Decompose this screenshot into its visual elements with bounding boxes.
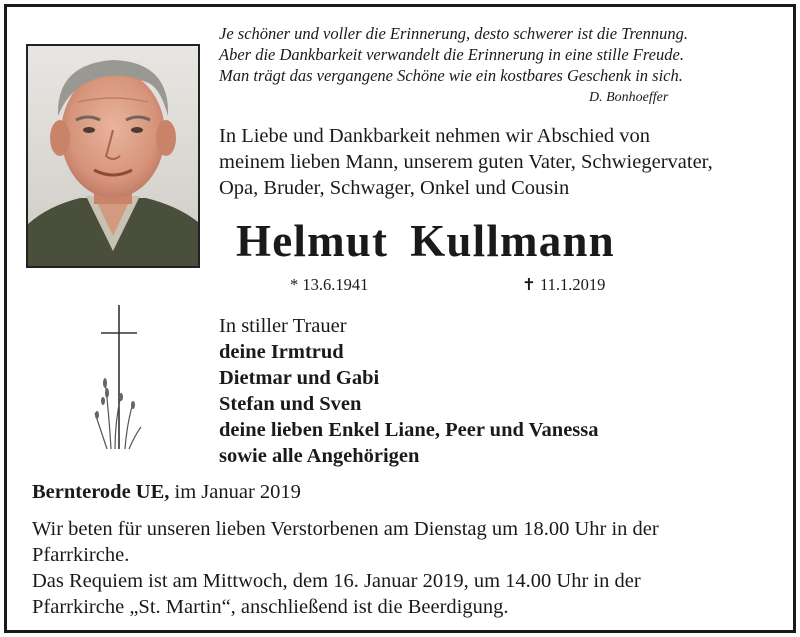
mourners-heading: In stiller Trauer: [219, 315, 347, 337]
farewell-line: Opa, Bruder, Schwager, Onkel und Cousin: [219, 177, 570, 199]
mourner-entry: Stefan und Sven: [219, 393, 362, 415]
first-name: Helmut: [236, 216, 389, 266]
obituary-notice: [4, 4, 796, 633]
quote-line: Man trägt das vergangene Schöne wie ein kostbares Geschenk in sich.: [219, 66, 683, 85]
mourner-entry: deine Irmtrud: [219, 341, 344, 363]
quote-line: Je schöner und voller die Erinnerung, desto schwerer ist die Trennung.: [219, 24, 688, 43]
mourner-entry: Dietmar und Gabi: [219, 367, 380, 389]
quote-line: Aber die Dankbarkeit verwandelt die Erinnerung in eine stille Freude.: [219, 45, 684, 64]
mourners-list: [219, 313, 779, 469]
farewell-text: [219, 123, 779, 201]
mourner-entry: sowie alle Angehörigen: [219, 445, 420, 467]
bonhoeffer-quote: [219, 23, 779, 105]
place-date: im Januar 2019: [174, 481, 301, 503]
last-name: Kullmann: [410, 216, 615, 266]
farewell-line: In Liebe und Dankbarkeit nehmen wir Abschied von: [219, 125, 650, 147]
birth-date: * 13.6.1941: [290, 275, 369, 294]
service-information: [32, 516, 772, 620]
quote-author: D. Bonhoeffer: [589, 90, 669, 105]
service-line: Das Requiem ist am Mittwoch, dem 16. Januar 2019, um 14.00 Uhr in der: [32, 570, 641, 592]
deceased-name: [236, 213, 615, 269]
service-line: Wir beten für unseren lieben Verstorbenen am Dienstag um 18.00 Uhr in der: [32, 518, 659, 540]
portrait-photo: [26, 44, 200, 268]
cross-with-grass-icon: [91, 303, 151, 453]
service-line: Pfarrkirche.: [32, 544, 130, 566]
service-line: Pfarrkirche „St. Martin“, anschließend ist die Beerdigung.: [32, 596, 509, 618]
farewell-line: meinem lieben Mann, unserem guten Vater, Schwiegervater,: [219, 151, 713, 173]
mourner-entry: deine lieben Enkel Liane, Peer und Vanessa: [219, 419, 599, 441]
place-and-date: [32, 481, 301, 504]
death-date: ✝ 11.1.2019: [522, 275, 606, 294]
place-name: Bernterode UE,: [32, 481, 170, 503]
